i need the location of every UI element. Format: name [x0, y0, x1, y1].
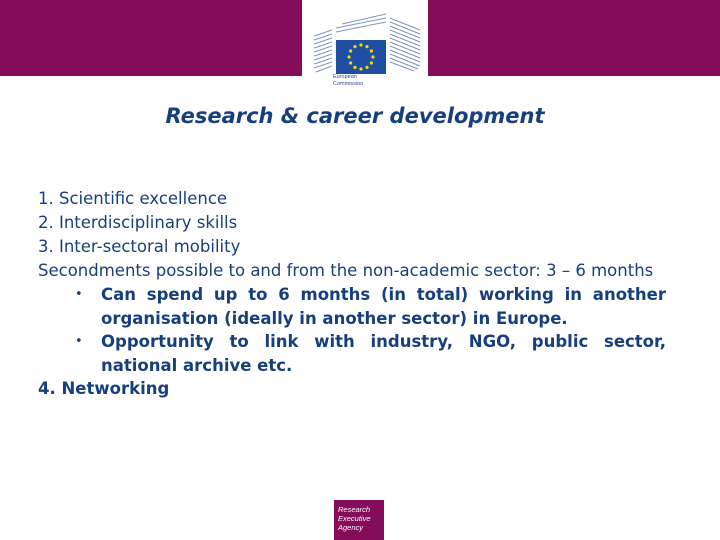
rea-line-1: Research	[338, 505, 371, 514]
slide-title: Research & career development	[165, 104, 545, 128]
rea-logo-text	[338, 505, 371, 532]
list-item-2: 2. Interdisciplinary skills	[38, 213, 238, 232]
list-item-1: 1. Scientific excellence	[38, 189, 228, 208]
bullet-icon: •	[75, 334, 83, 349]
bullet-text-1: Can spend up to 6 months (in total) working in another organisation (ideally in another sector) in Europe.	[101, 285, 666, 328]
bullet-text-2: Opportunity to link with industry, NGO, public sector, national archive etc.	[101, 332, 666, 375]
content-list	[38, 187, 666, 401]
commission-building-icon	[302, 0, 428, 100]
rea-line-3: Agency	[338, 523, 364, 532]
bullet-item-1	[38, 283, 666, 330]
rea-logo	[334, 500, 384, 540]
logo-line-commission: Commission	[333, 81, 364, 87]
bullet-icon: •	[75, 287, 83, 302]
rea-line-2: Executive	[338, 514, 371, 523]
logo-line-european: European	[333, 74, 357, 80]
bullet-item-2	[38, 330, 666, 377]
european-commission-logo	[302, 0, 428, 100]
list-item-3: 3. Inter-sectoral mobility	[38, 237, 241, 256]
secondments-text: Secondments possible to and from the non-academic sector: 3 – 6 months	[38, 261, 654, 280]
logo-text	[333, 74, 363, 88]
list-item-4: 4. Networking	[38, 379, 170, 398]
